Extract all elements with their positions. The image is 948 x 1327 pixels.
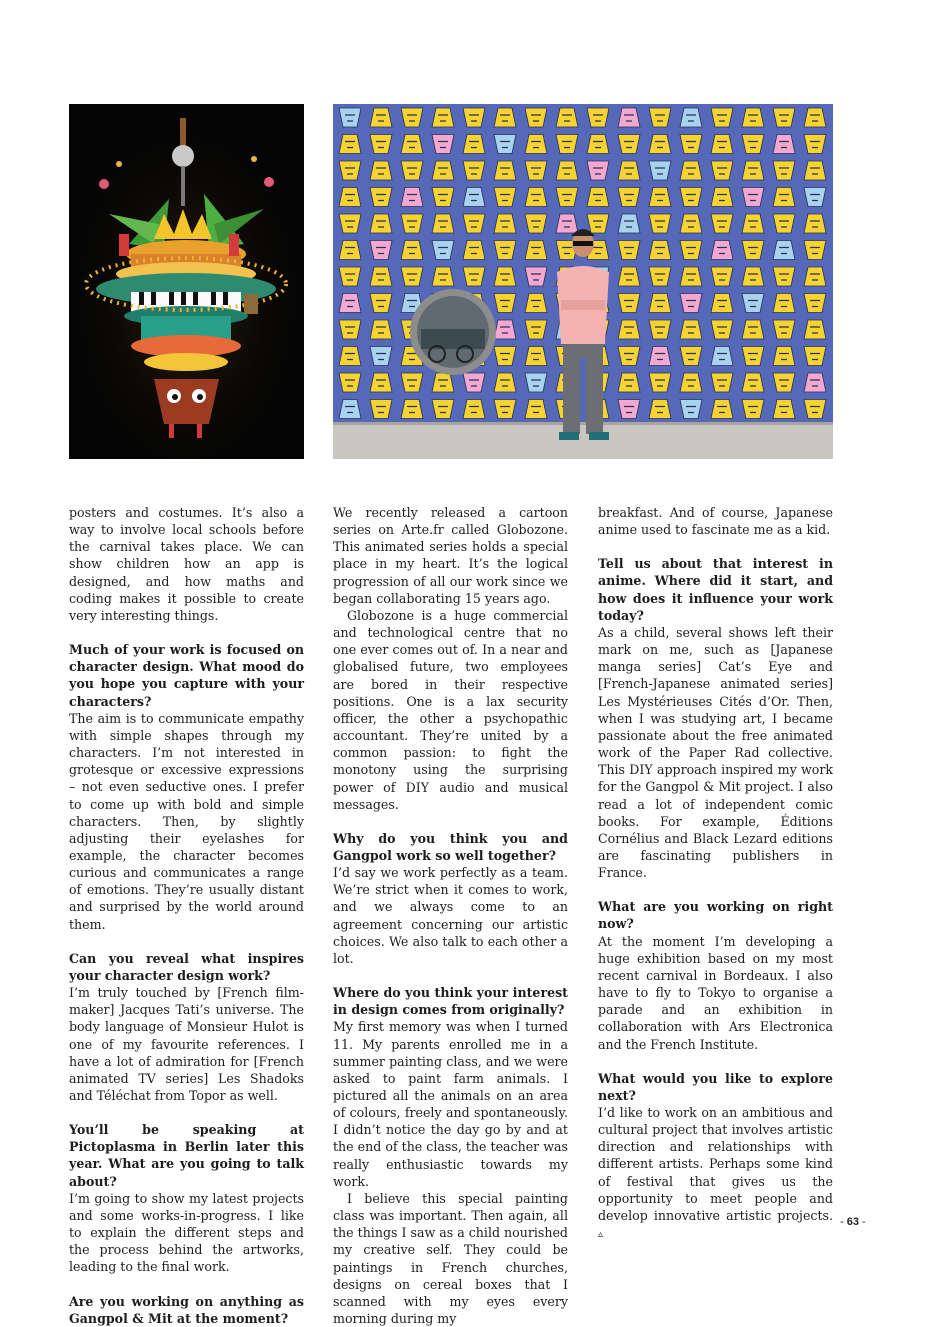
mural-tile — [370, 400, 392, 419]
mural-tile — [494, 161, 516, 180]
mural-tile — [680, 188, 702, 207]
question-heading: Can you reveal what inspires your character design work? — [69, 950, 304, 983]
mural-tile — [525, 294, 547, 313]
mural-tile — [432, 188, 454, 207]
mural-tile — [401, 161, 423, 180]
mural-tile — [618, 188, 640, 207]
mural-tile — [618, 400, 640, 419]
mural-tile — [587, 135, 609, 154]
mural-tile — [370, 108, 392, 127]
mural-tile — [649, 400, 671, 419]
mural-tile — [773, 188, 795, 207]
mural-tile — [494, 214, 516, 233]
mural-tile — [742, 188, 764, 207]
mural-tile — [804, 241, 826, 260]
mural-tile — [463, 214, 485, 233]
mural-tile — [618, 135, 640, 154]
artist-portrait-mural — [333, 104, 833, 459]
answer-paragraph: My first memory was when I turned 11. My parents enrolled me in a summer painting class, and we were asked to paint farm animals. I pictured all the animals on an area of colours, freely and spontaneously. I didn’t notice the day go by and at the end of the class, the teacher was really enthusiastic towards my work. — [333, 1019, 568, 1189]
folio-number: 63 — [846, 1216, 859, 1228]
mural-tile — [370, 241, 392, 260]
mural-tile — [370, 161, 392, 180]
mural-tile — [525, 373, 547, 392]
answer-paragraph — [598, 1104, 833, 1243]
mural-tile — [339, 294, 361, 313]
paragraph: Globozone is a huge commercial and technological centre that no one ever comes out of. In a near and globalised future, two employees are bored in their respective positions. One is a lax security officer, the other a psychopathic accountant. They’re united by a common passion: to fight the monotony using the surprising power of DIY audio and musical messages. — [333, 607, 568, 812]
question-heading: Why do you think you and Gangpol work so well together? — [333, 830, 568, 863]
mural-tile — [680, 267, 702, 286]
folio-prefix: - — [840, 1216, 847, 1228]
answer-paragraph: I’m truly touched by [French film-maker] Jacques Tati’s universe. The body language of Monsieur Hulot is one of my favourite references. I have a lot of admiration for [French animated TV series] Les Shadoks and Téléchat from Topor as well. — [69, 985, 304, 1103]
mural-tile — [463, 161, 485, 180]
mural-tile — [432, 400, 454, 419]
mural-tile — [525, 267, 547, 286]
mural-tile — [401, 135, 423, 154]
mural-tile — [742, 214, 764, 233]
mural-tile — [401, 400, 423, 419]
mural-tile — [618, 320, 640, 339]
mural-tile — [370, 214, 392, 233]
mural-tile — [773, 135, 795, 154]
mural-tile — [711, 161, 733, 180]
mural-tile — [339, 135, 361, 154]
mural-tile — [773, 373, 795, 392]
mural-tile — [711, 320, 733, 339]
mural-tile — [525, 135, 547, 154]
mural-tile — [804, 188, 826, 207]
mural-tile — [556, 188, 578, 207]
mural-tile — [773, 347, 795, 366]
question-heading: What are you working on right now? — [598, 899, 833, 932]
mural-tile — [649, 161, 671, 180]
mural-tile — [773, 267, 795, 286]
mural-tile — [742, 347, 764, 366]
mural-tile — [587, 214, 609, 233]
mural-tile — [494, 347, 516, 366]
mural-tile — [618, 214, 640, 233]
mural-tile — [773, 108, 795, 127]
mural-tile — [401, 267, 423, 286]
mural-tile — [711, 400, 733, 419]
mural-tile — [525, 400, 547, 419]
mural-tile — [525, 320, 547, 339]
mural-tile — [339, 241, 361, 260]
mural-tile — [525, 161, 547, 180]
mural-tile — [339, 320, 361, 339]
answer-paragraph: At the moment I’m developing a huge exhibition based on my most recent carnival in Bordeaux. I also have to fly to Tokyo to organise a parade and an exhibition in collaboration with Ars Electronica and the French Institute. — [598, 933, 833, 1052]
article-column-1 — [69, 504, 304, 1327]
mural-tile — [432, 267, 454, 286]
mural-tile — [804, 320, 826, 339]
mural-tile — [525, 188, 547, 207]
mural-tile — [432, 214, 454, 233]
mural-tile — [556, 214, 578, 233]
mural-tile — [742, 400, 764, 419]
mural-tile — [339, 267, 361, 286]
mural-tile — [432, 161, 454, 180]
mural-tile — [618, 294, 640, 313]
mural-tile — [773, 161, 795, 180]
mural-tile — [773, 400, 795, 419]
paragraph: breakfast. And of course, Japanese anime used to fascinate me as a kid. — [598, 505, 833, 538]
mural-tile — [804, 373, 826, 392]
mural-tile — [463, 267, 485, 286]
mural-tile — [587, 161, 609, 180]
mural-tile — [432, 108, 454, 127]
mural-tile — [556, 108, 578, 127]
article-column-2 — [333, 504, 568, 1327]
mural-photo — [333, 104, 833, 459]
article-column-3 — [598, 504, 833, 1243]
question-heading: Tell us about that interest in anime. Where did it start, and how does it influence your work today? — [598, 556, 833, 623]
mural-tile — [649, 214, 671, 233]
mural-tile — [804, 294, 826, 313]
mural-tile — [494, 135, 516, 154]
mural-tile — [370, 188, 392, 207]
mural-tile — [494, 373, 516, 392]
mural-tile — [370, 294, 392, 313]
question-heading: Much of your work is focused on character design. What mood do you hope you capture with your characters? — [69, 642, 304, 709]
mural-tile — [711, 347, 733, 366]
mural-tile — [618, 267, 640, 286]
mural-tile — [649, 108, 671, 127]
mural-tile — [401, 188, 423, 207]
mural-tile — [370, 347, 392, 366]
mural-tile — [680, 347, 702, 366]
mural-tile — [339, 373, 361, 392]
character-illustration — [69, 104, 304, 459]
answer-paragraph: I believe this special painting class was important. Then again, all the things I saw as a child nourished my creative self. They could be paintings in French churches, designs on cereal boxes that I scanned with my eyes every morning during my — [333, 1190, 568, 1327]
folio-suffix: - — [858, 1216, 866, 1228]
answer-text: I’d like to work on an ambitious and cultural project that involves artistic direction and relationships with different artists. Perhaps some kind of festival that gives us the opportunity to meet people and develop innovative artistic projects. — [598, 1105, 833, 1223]
mural-tile — [680, 108, 702, 127]
mural-tile — [401, 241, 423, 260]
mural-tile — [618, 373, 640, 392]
mural-tile — [773, 320, 795, 339]
question-heading: You’ll be speaking at Pictoplasma in Berlin later this year. What are you going to talk about? — [69, 1122, 304, 1189]
mural-tile — [804, 400, 826, 419]
answer-paragraph: I’m going to show my latest projects and some works-in-progress. I like to explain the different steps and the process behind the artworks, leading to the final work. — [69, 1190, 304, 1275]
mural-tile — [742, 135, 764, 154]
mural-tile — [649, 373, 671, 392]
mural-tile — [339, 108, 361, 127]
mural-tile — [618, 108, 640, 127]
mural-tile — [804, 267, 826, 286]
mural-tile — [649, 294, 671, 313]
page-number — [840, 1216, 866, 1228]
mural-tile — [711, 108, 733, 127]
mural-tile — [773, 294, 795, 313]
answer-paragraph: The aim is to communicate empathy with simple shapes through my characters. I’m not interested in grotesque or excessive expressions – not even seductive ones. I prefer to come up with bold and simple characters. Then, by slightly adjusting their eyelashes for example, the character becomes curious and communicates a range of emotions. They’re usually distant and surprised by the world around them. — [69, 710, 304, 932]
mural-tile — [742, 320, 764, 339]
mural-tile — [680, 135, 702, 154]
mural-tile — [494, 400, 516, 419]
mural-tile — [680, 241, 702, 260]
mural-tile — [680, 161, 702, 180]
paragraph: posters and costumes. It’s also a way to involve local schools before the carnival takes place. We can show children how an app is designed, and how maths and coding makes it possible to create very interesting things. — [69, 505, 304, 623]
mural-tile — [587, 108, 609, 127]
mural-tile — [680, 400, 702, 419]
mural-tile — [618, 241, 640, 260]
mural-tile — [649, 267, 671, 286]
mural-tile — [804, 135, 826, 154]
mural-tile — [649, 241, 671, 260]
mural-tile — [711, 214, 733, 233]
mural-tile — [463, 135, 485, 154]
mural-tile — [370, 267, 392, 286]
question-heading: Where do you think your interest in design comes from originally? — [333, 985, 568, 1018]
mural-tile — [494, 320, 516, 339]
mural-tile — [339, 400, 361, 419]
mural-tile — [804, 108, 826, 127]
mural-tile — [711, 241, 733, 260]
character-illustration-art — [69, 104, 304, 459]
mural-tile — [742, 294, 764, 313]
mural-tile — [618, 347, 640, 366]
mural-tile — [556, 161, 578, 180]
mural-tile — [463, 108, 485, 127]
mural-tile — [804, 161, 826, 180]
mural-tile — [494, 188, 516, 207]
mural-tile — [370, 320, 392, 339]
mural-tile — [339, 188, 361, 207]
mural-tile — [494, 108, 516, 127]
mural-tile — [525, 241, 547, 260]
mural-tile — [711, 267, 733, 286]
mural-tile — [680, 320, 702, 339]
mural-tile — [773, 241, 795, 260]
mural-tile — [432, 135, 454, 154]
mural-tile — [680, 294, 702, 313]
mural-tile — [463, 373, 485, 392]
mural-tile — [339, 347, 361, 366]
question-heading: Are you working on anything as Gangpol & Mit at the moment? — [69, 1293, 304, 1326]
mural-tile — [401, 373, 423, 392]
mural-tile — [804, 214, 826, 233]
mural-tile — [711, 373, 733, 392]
mural-tile — [649, 347, 671, 366]
mural-tile — [742, 373, 764, 392]
end-mark-icon: ▵ — [598, 1229, 604, 1241]
mural-tile — [618, 161, 640, 180]
mural-tile — [463, 241, 485, 260]
mural-tile — [680, 214, 702, 233]
mural-tile — [525, 108, 547, 127]
mural-tile — [525, 347, 547, 366]
mural-tile — [494, 294, 516, 313]
mural-tile — [556, 135, 578, 154]
mural-tile — [711, 135, 733, 154]
mural-tile — [804, 347, 826, 366]
mural-tile — [649, 135, 671, 154]
mural-tile — [494, 241, 516, 260]
paragraph: We recently released a cartoon series on Arte.fr called Globozone. This animated series holds a special place in my heart. It’s the logical progression of all our work since we began collaborating 15 years ago. — [333, 505, 568, 606]
mural-tile — [370, 373, 392, 392]
mural-tile — [339, 214, 361, 233]
mural-tile — [742, 241, 764, 260]
mural-tile — [649, 320, 671, 339]
mural-tile — [587, 188, 609, 207]
mural-tile — [339, 161, 361, 180]
mural-tile — [711, 188, 733, 207]
mural-tile — [401, 108, 423, 127]
mural-tile — [773, 214, 795, 233]
mural-tile — [494, 267, 516, 286]
mural-tile — [525, 214, 547, 233]
mural-tile — [432, 241, 454, 260]
mural-tile — [432, 373, 454, 392]
mural-tile — [370, 135, 392, 154]
mural-tile — [742, 108, 764, 127]
answer-paragraph: As a child, several shows left their mark on me, such as [Japanese manga series] Cat’s Eye and [French-Japanese animated series] Les Mystérieuses Cités d’Or. Then, when I was studying art, I became passionate about the free animated work of the Paper Rad collective. This DIY approach inspired my work for the Gangpol & Mit project. I also read a lot of independent comic books. For example, Éditions Cornélius and Black Lezard editions are fascinating publishers in France. — [598, 624, 833, 881]
mural-tile — [711, 294, 733, 313]
mural-tile — [401, 214, 423, 233]
question-heading: What would you like to explore next? — [598, 1070, 833, 1103]
mural-tile — [463, 400, 485, 419]
mural-tile — [680, 373, 702, 392]
mural-tile — [742, 161, 764, 180]
answer-paragraph: I’d say we work perfectly as a team. We’re strict when it comes to work, and we always come to an agreement concerning our artistic choices. We also talk to each other a lot. — [333, 865, 568, 966]
mural-tile — [742, 267, 764, 286]
mural-tile — [463, 188, 485, 207]
mural-tile — [649, 188, 671, 207]
